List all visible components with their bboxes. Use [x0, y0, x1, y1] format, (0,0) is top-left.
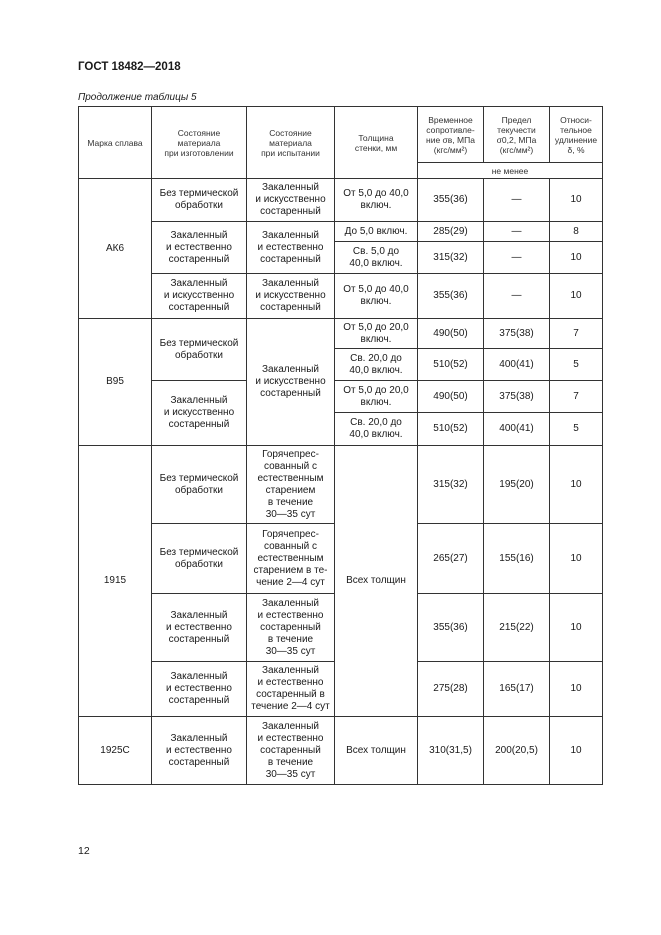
- tensile-cell: 510(52): [418, 413, 484, 446]
- state-manufacture-cell: Закаленный и естественно состаренный: [152, 662, 247, 717]
- tensile-cell: 315(32): [418, 446, 484, 524]
- elongation-cell: 8: [550, 222, 603, 242]
- table-row: [79, 717, 603, 785]
- yield-cell: 375(38): [484, 319, 550, 349]
- tensile-cell: 490(50): [418, 319, 484, 349]
- elongation-cell: 10: [550, 274, 603, 319]
- thickness-cell: От 5,0 до 20,0 включ.: [335, 381, 418, 413]
- state-test-cell: Закаленный и естественно состаренный в течение 30—35 сут: [247, 594, 335, 662]
- yield-cell: —: [484, 179, 550, 222]
- state-manufacture-cell: Закаленный и естественно состаренный: [152, 594, 247, 662]
- tensile-cell: 315(32): [418, 242, 484, 274]
- tensile-cell: 490(50): [418, 381, 484, 413]
- elongation-cell: 10: [550, 594, 603, 662]
- thickness-cell: Св. 20,0 до 40,0 включ.: [335, 349, 418, 381]
- state-test-cell: Закаленный и искусственно состаренный: [247, 274, 335, 319]
- elongation-cell: 10: [550, 179, 603, 222]
- state-test-cell: Закаленный и естественно состаренный в течение 30—35 сут: [247, 717, 335, 785]
- state-manufacture-cell: Без термической обработки: [152, 446, 247, 524]
- elongation-cell: 5: [550, 413, 603, 446]
- yield-cell: 200(20,5): [484, 717, 550, 785]
- grade-cell: 1925С: [79, 717, 152, 785]
- thickness-cell: До 5,0 включ.: [335, 222, 418, 242]
- state-manufacture-cell: Без термической обработки: [152, 319, 247, 381]
- state-test-cell: Горячепрес- сованный с естественным старением в течение 30—35 сут: [247, 446, 335, 524]
- yield-cell: —: [484, 242, 550, 274]
- header-min-note: не менее: [418, 163, 603, 179]
- thickness-cell: Всех толщин: [335, 446, 418, 717]
- thickness-cell: Св. 5,0 до 40,0 включ.: [335, 242, 418, 274]
- thickness-cell: От 5,0 до 20,0 включ.: [335, 319, 418, 349]
- document-header: ГОСТ 18482—2018: [78, 61, 181, 73]
- tensile-cell: 355(36): [418, 179, 484, 222]
- state-test-cell: Горячепрес- сованный с естественным старением в те- чение 2—4 сут: [247, 524, 335, 594]
- yield-cell: 400(41): [484, 413, 550, 446]
- tensile-cell: 310(31,5): [418, 717, 484, 785]
- state-manufacture-cell: Без термической обработки: [152, 179, 247, 222]
- tensile-cell: 285(29): [418, 222, 484, 242]
- table-row: [79, 179, 603, 222]
- yield-cell: 195(20): [484, 446, 550, 524]
- thickness-cell: Всех толщин: [335, 717, 418, 785]
- table-row: [79, 222, 603, 242]
- grade-cell: 1915: [79, 446, 152, 717]
- elongation-cell: 7: [550, 381, 603, 413]
- yield-cell: —: [484, 274, 550, 319]
- tensile-cell: 275(28): [418, 662, 484, 717]
- yield-cell: 375(38): [484, 381, 550, 413]
- yield-cell: 215(22): [484, 594, 550, 662]
- yield-cell: 400(41): [484, 349, 550, 381]
- state-manufacture-cell: Без термической обработки: [152, 524, 247, 594]
- table-row: [79, 446, 603, 524]
- elongation-cell: 10: [550, 717, 603, 785]
- header-elongation: Относи- тельное удлинение δ, %: [550, 107, 603, 163]
- elongation-cell: 10: [550, 662, 603, 717]
- header-state-test: Состояние материала при испытании: [247, 107, 335, 179]
- thickness-cell: От 5,0 до 40,0 включ.: [335, 274, 418, 319]
- properties-table: [78, 106, 603, 785]
- header-tensile-strength: Временное сопротивле- ние σв, МПа (кгс/мм²): [418, 107, 484, 163]
- state-test-cell: Закаленный и естественно состаренный: [247, 222, 335, 274]
- elongation-cell: 10: [550, 524, 603, 594]
- header-wall-thickness: Толщина стенки, мм: [335, 107, 418, 179]
- table-caption: Продолжение таблицы 5: [78, 92, 197, 103]
- yield-cell: 155(16): [484, 524, 550, 594]
- yield-cell: 165(17): [484, 662, 550, 717]
- header-state-manufacture: Состояние материала при изготовлении: [152, 107, 247, 179]
- state-test-cell: Закаленный и естественно состаренный в течение 2—4 сут: [247, 662, 335, 717]
- header-yield-strength: Предел текучести σ0,2, МПа (кгс/мм²): [484, 107, 550, 163]
- state-manufacture-cell: Закаленный и естественно состаренный: [152, 717, 247, 785]
- elongation-cell: 10: [550, 446, 603, 524]
- thickness-cell: Св. 20,0 до 40,0 включ.: [335, 413, 418, 446]
- grade-cell: В95: [79, 319, 152, 446]
- state-manufacture-cell: Закаленный и естественно состаренный: [152, 222, 247, 274]
- table-row: [79, 381, 603, 413]
- table-row: [79, 274, 603, 319]
- header-alloy-grade: Марка сплава: [79, 107, 152, 179]
- thickness-cell: От 5,0 до 40,0 включ.: [335, 179, 418, 222]
- yield-cell: —: [484, 222, 550, 242]
- elongation-cell: 5: [550, 349, 603, 381]
- tensile-cell: 510(52): [418, 349, 484, 381]
- state-test-cell: Закаленный и искусственно состаренный: [247, 319, 335, 446]
- tensile-cell: 355(36): [418, 594, 484, 662]
- page-number: 12: [78, 845, 90, 857]
- state-manufacture-cell: Закаленный и искусственно состаренный: [152, 274, 247, 319]
- tensile-cell: 355(36): [418, 274, 484, 319]
- grade-cell: АК6: [79, 179, 152, 319]
- tensile-cell: 265(27): [418, 524, 484, 594]
- state-test-cell: Закаленный и искусственно состаренный: [247, 179, 335, 222]
- elongation-cell: 10: [550, 242, 603, 274]
- state-manufacture-cell: Закаленный и искусственно состаренный: [152, 381, 247, 446]
- table-row: [79, 319, 603, 349]
- elongation-cell: 7: [550, 319, 603, 349]
